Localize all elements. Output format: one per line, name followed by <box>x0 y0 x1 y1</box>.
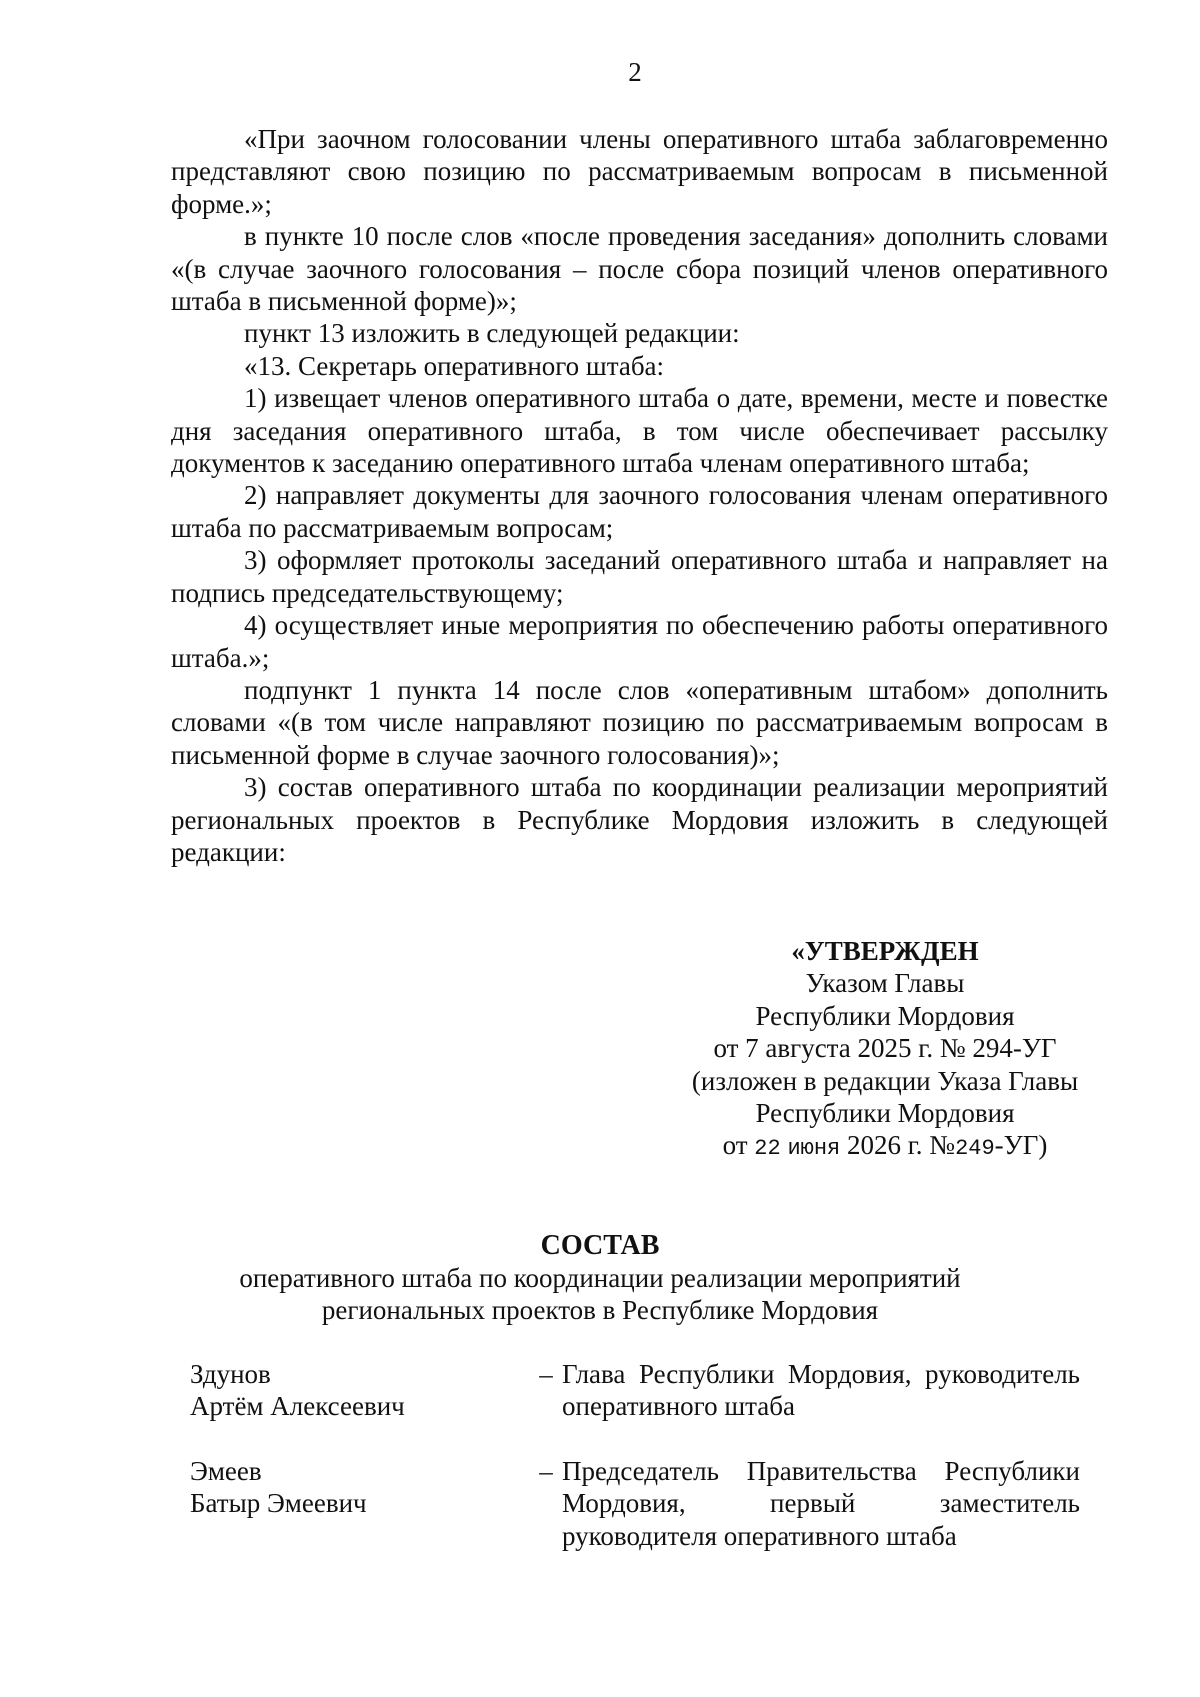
paragraph: 2) направляет документы для заочного голосования членам оперативного штаба по рассматриваемым вопросам; <box>171 480 1108 543</box>
paragraph: 1) извещает членов оперативного штаба о дате, времени, месте и повестке дня заседания оперативного штаба, в том числе обеспечивает рассылку документов к заседанию оперативного штаба членам оперативного штаба; <box>171 383 1108 479</box>
date-day: 22 <box>754 1136 781 1162</box>
member-given-name: Артём Алексеевич <box>190 1391 405 1422</box>
approval-date-line <box>640 1129 1130 1165</box>
dash-separator: – <box>539 1359 553 1389</box>
list-item <box>190 1358 1080 1423</box>
paragraph: «При заочном голосовании члены оперативного штаба заблаговременно представляют свою позицию по рассматриваемым вопросам в письменной форме.»; <box>171 124 1108 219</box>
date-month: июня <box>787 1136 841 1162</box>
paragraph: пункт 13 изложить в следующей редакции: <box>244 318 740 349</box>
subtitle-line: оперативного штаба по координации реализации мероприятий <box>239 1263 961 1293</box>
member-name <box>190 1455 530 1552</box>
dash-separator: – <box>539 1455 553 1486</box>
paragraph: 3) оформляет протоколы заседаний оперативного штаба и направляет на подпись председательствующему; <box>171 545 1108 608</box>
member-role: Глава Республики Мордовия, руководитель оперативного штаба <box>562 1359 1080 1422</box>
decree-number: 249 <box>955 1136 995 1162</box>
composition-title: СОСТАВ <box>540 1230 660 1261</box>
document-body <box>171 123 1108 868</box>
member-surname: Эмеев <box>190 1455 262 1486</box>
member-name <box>190 1358 530 1423</box>
approval-line: Республики Мордовия <box>755 1000 1015 1031</box>
approval-line: Республики Мордовия <box>755 1098 1015 1129</box>
approval-line: (изложен в редакции Указа Главы <box>691 1065 1079 1096</box>
page-number: 2 <box>628 57 642 87</box>
approval-line: от 7 августа 2025 г. № 294-УГ <box>713 1033 1057 1064</box>
member-surname: Здунов <box>190 1359 271 1389</box>
member-list <box>190 1358 1080 1584</box>
paragraph: в пункте 10 после слов «после проведения заседания» дополнить словами «(в случае заочного голосования – после сбора позиций членов оперативного штаба в письменной форме)»; <box>171 221 1108 317</box>
paragraph: 3) состав оперативного штаба по координации реализации мероприятий региональных проектов в Республике Мордовия изложить в следующей редакции: <box>171 772 1108 867</box>
approval-stamp-block <box>640 935 1130 1166</box>
paragraph: подпункт 1 пункта 14 после слов «оперативным штабом» дополнить словами «(в том числе направляют позицию по рассматриваемым вопросам в письменной форме в случае заочного голосования)»; <box>171 674 1108 770</box>
approval-heading: «УТВЕРЖДЕН <box>791 936 979 966</box>
date-prefix: от <box>722 1130 748 1161</box>
subtitle-line: региональных проектов в Республике Мордовия <box>321 1295 879 1326</box>
member-role: Председатель Правительства Республики Мордовия, первый заместитель руководителя оперативного штаба <box>562 1455 1080 1551</box>
date-suffix: -УГ) <box>994 1130 1048 1161</box>
list-item <box>190 1455 1080 1552</box>
approval-line: Указом Главы <box>805 968 965 999</box>
paragraph: 4) осуществляет иные мероприятия по обеспечению работы оперативного штаба.»; <box>171 610 1108 673</box>
composition-subtitle <box>0 1262 1200 1327</box>
paragraph: «13. Секретарь оперативного штаба: <box>244 350 665 381</box>
member-given-name: Батыр Эмеевич <box>190 1488 367 1519</box>
date-year: 2026 г. № <box>847 1130 956 1161</box>
